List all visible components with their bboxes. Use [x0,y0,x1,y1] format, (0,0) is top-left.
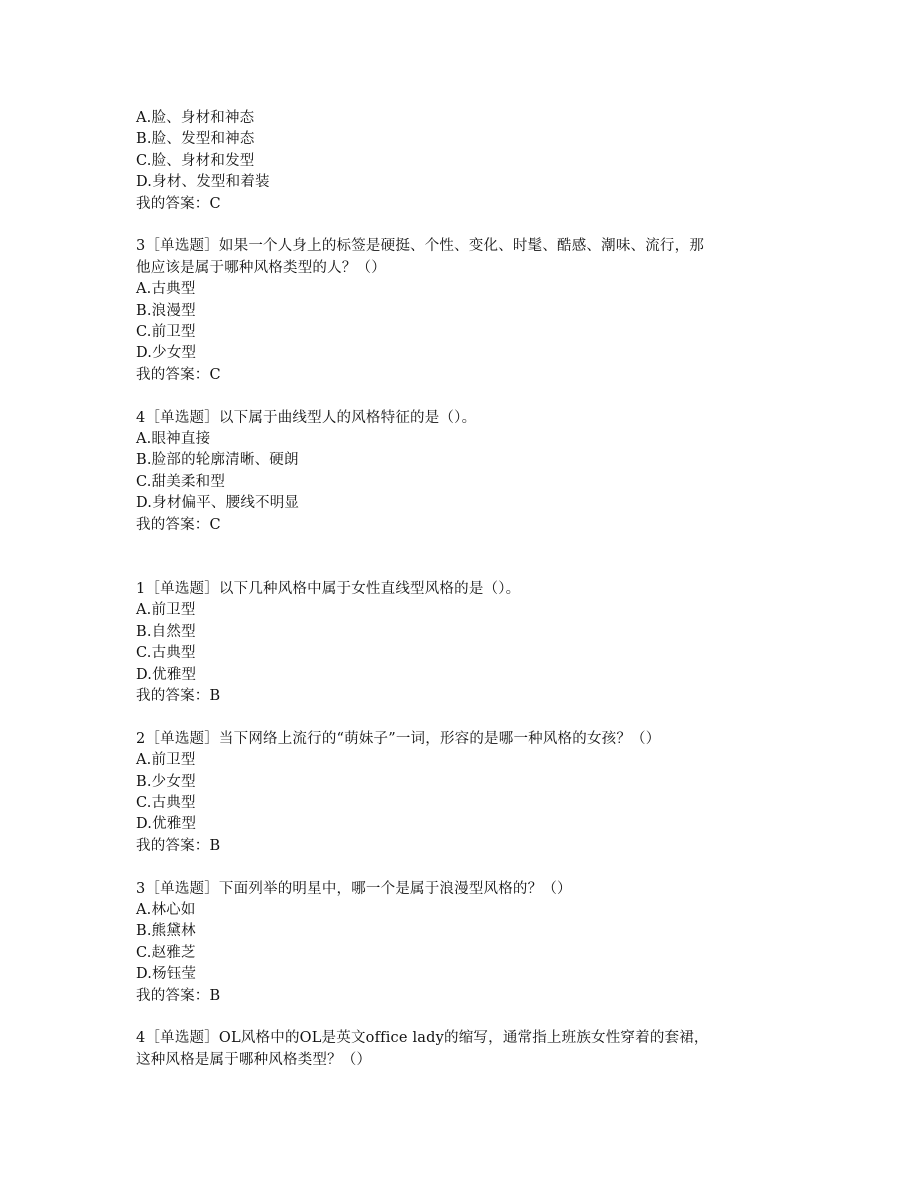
option-d: D.身材偏平、腰线不明显 [136,495,300,512]
question-block [136,408,786,536]
option-d: D.优雅型 [136,816,197,833]
my-answer: 我的答案：C [136,516,221,533]
question-text: 这种风格是属于哪种风格类型？（） [136,1051,372,1068]
option-c: C.古典型 [136,794,196,811]
spacer [136,707,786,728]
option-d: D.杨钰莹 [136,966,197,983]
question-text: 3［单选题］如果一个人身上的标签是硬挺、个性、变化、时髦、酷感、潮味、流行，那 [136,238,705,255]
question-text: 3［单选题］下面列举的明星中，哪一个是属于浪漫型风格的？（） [136,880,572,897]
my-answer: 我的答案：B [136,687,221,704]
option-a: A.脸、身材和神态 [136,110,255,126]
option-b: B.脸、发型和神态 [136,131,255,148]
option-c: C.甜美柔和型 [136,473,226,490]
option-b: B.浪漫型 [136,302,196,319]
option-a: A.前卫型 [136,752,196,769]
my-answer: 我的答案：B [136,987,221,1004]
option-a: A.眼神直接 [136,431,211,448]
option-c: C.赵雅芝 [136,944,196,961]
option-d: D.少女型 [136,345,197,362]
question-block [136,108,786,215]
option-a: A.古典型 [136,281,196,298]
question-block [136,1028,786,1071]
my-answer: 我的答案：C [136,195,221,212]
option-b: B.自然型 [136,623,196,640]
option-b: B.熊黛林 [136,923,196,940]
question-text: 1［单选题］以下几种风格中属于女性直线型风格的是（）。 [136,580,521,597]
spacer [136,1007,786,1028]
option-d: D.优雅型 [136,666,197,683]
question-text: 4［单选题］以下属于曲线型人的风格特征的是（）。 [136,409,477,426]
option-a: A.前卫型 [136,602,196,619]
question-block [136,236,786,386]
option-b: B.少女型 [136,773,196,790]
spacer [136,386,786,407]
option-c: C.前卫型 [136,324,196,341]
spacer [136,215,786,236]
option-c: C.脸、身材和发型 [136,152,255,169]
spacer [136,536,786,579]
question-block [136,579,786,707]
my-answer: 我的答案：B [136,837,221,854]
question-block [136,729,786,857]
option-c: C.古典型 [136,645,196,662]
option-a: A.林心如 [136,901,196,918]
option-b: B.脸部的轮廓清晰、硬朗 [136,452,299,469]
my-answer: 我的答案：C [136,366,221,383]
spacer [136,857,786,878]
option-d: D.身材、发型和着装 [136,174,270,191]
question-text: 2［单选题］当下网络上流行的“萌妹子”一词，形容的是哪一种风格的女孩？（） [136,730,661,747]
question-text: 4［单选题］OL风格中的OL是英文office lady的缩写，通常指上班族女性穿着的套裙， [136,1030,709,1047]
document-page [136,108,786,1071]
question-block [136,879,786,1007]
question-text: 他应该是属于哪种风格类型的人？（） [136,259,386,276]
